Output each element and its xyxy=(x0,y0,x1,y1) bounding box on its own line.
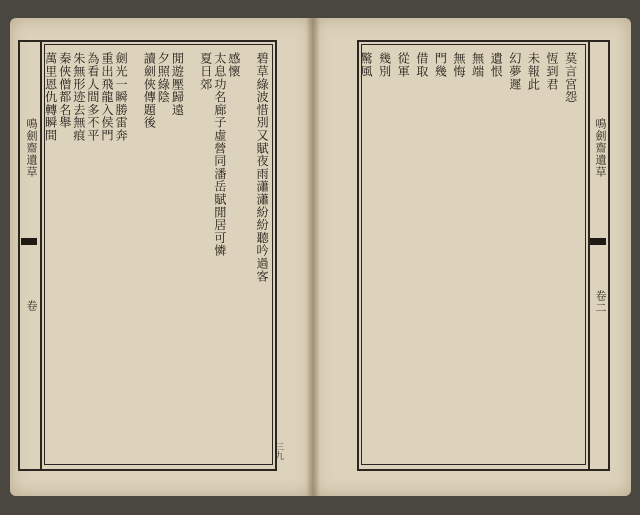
right-side-label: 卷二 xyxy=(594,290,607,314)
left-text-column: 感懷 xyxy=(226,52,241,78)
right-text-column: 莫言宮怨 xyxy=(563,52,578,104)
page-number: 三九 xyxy=(273,442,283,460)
left-text-column: 閒遊壓歸遠 xyxy=(170,52,185,116)
right-side-title: 鳴劍齋遺草 xyxy=(594,118,607,178)
right-text-column: 幻夢遲 xyxy=(507,52,522,91)
left-text-column: 秦俠僧都名舉 xyxy=(57,52,72,129)
left-text-column: 太息功名廊子虛營同潘岳賦閒居可憐 xyxy=(212,52,227,257)
book-gutter xyxy=(306,18,320,496)
right-text-column: 借取 xyxy=(414,52,429,78)
right-text-column: 驚風 xyxy=(359,52,373,78)
right-text-column: 恆到君 xyxy=(545,52,559,91)
left-text-column: 夕照綠陰 xyxy=(156,52,171,104)
left-text-column: 讀劍俠傳題後 xyxy=(142,52,157,129)
right-text-column: 門幾 xyxy=(433,52,448,78)
left-text-column: 碧草綠波惜別又賦夜雨瀟瀟紛紛聽吟過客 xyxy=(255,52,270,283)
right-fishtail-mark xyxy=(590,238,606,255)
left-text-column: 萬里恩仇轉瞬間 xyxy=(43,52,58,142)
left-text-column: 劍光一瞬勝雷奔 xyxy=(114,52,129,142)
right-text-column: 無端 xyxy=(470,52,485,78)
right-text-column: 未報此 xyxy=(526,52,541,91)
right-text-column: 從軍 xyxy=(396,52,411,78)
right-text-column: 幾別 xyxy=(377,52,392,78)
right-text-column: 無悔 xyxy=(452,52,466,78)
left-text-column: 朱無形迹去無痕 xyxy=(71,52,86,142)
right-text-column: 遺恨 xyxy=(489,52,504,78)
right-inner-frame xyxy=(361,44,586,465)
left-side-title: 鳴劍齋遺草 xyxy=(25,118,38,178)
left-text-column: 為看人間多不平 xyxy=(85,52,100,142)
left-fishtail-mark xyxy=(21,238,37,255)
left-text-column: 夏日郊 xyxy=(198,52,213,91)
left-margin-band xyxy=(18,40,42,471)
left-text-column: 重出飛龍入侯門 xyxy=(100,52,114,142)
left-side-label: 卷 xyxy=(25,300,38,312)
